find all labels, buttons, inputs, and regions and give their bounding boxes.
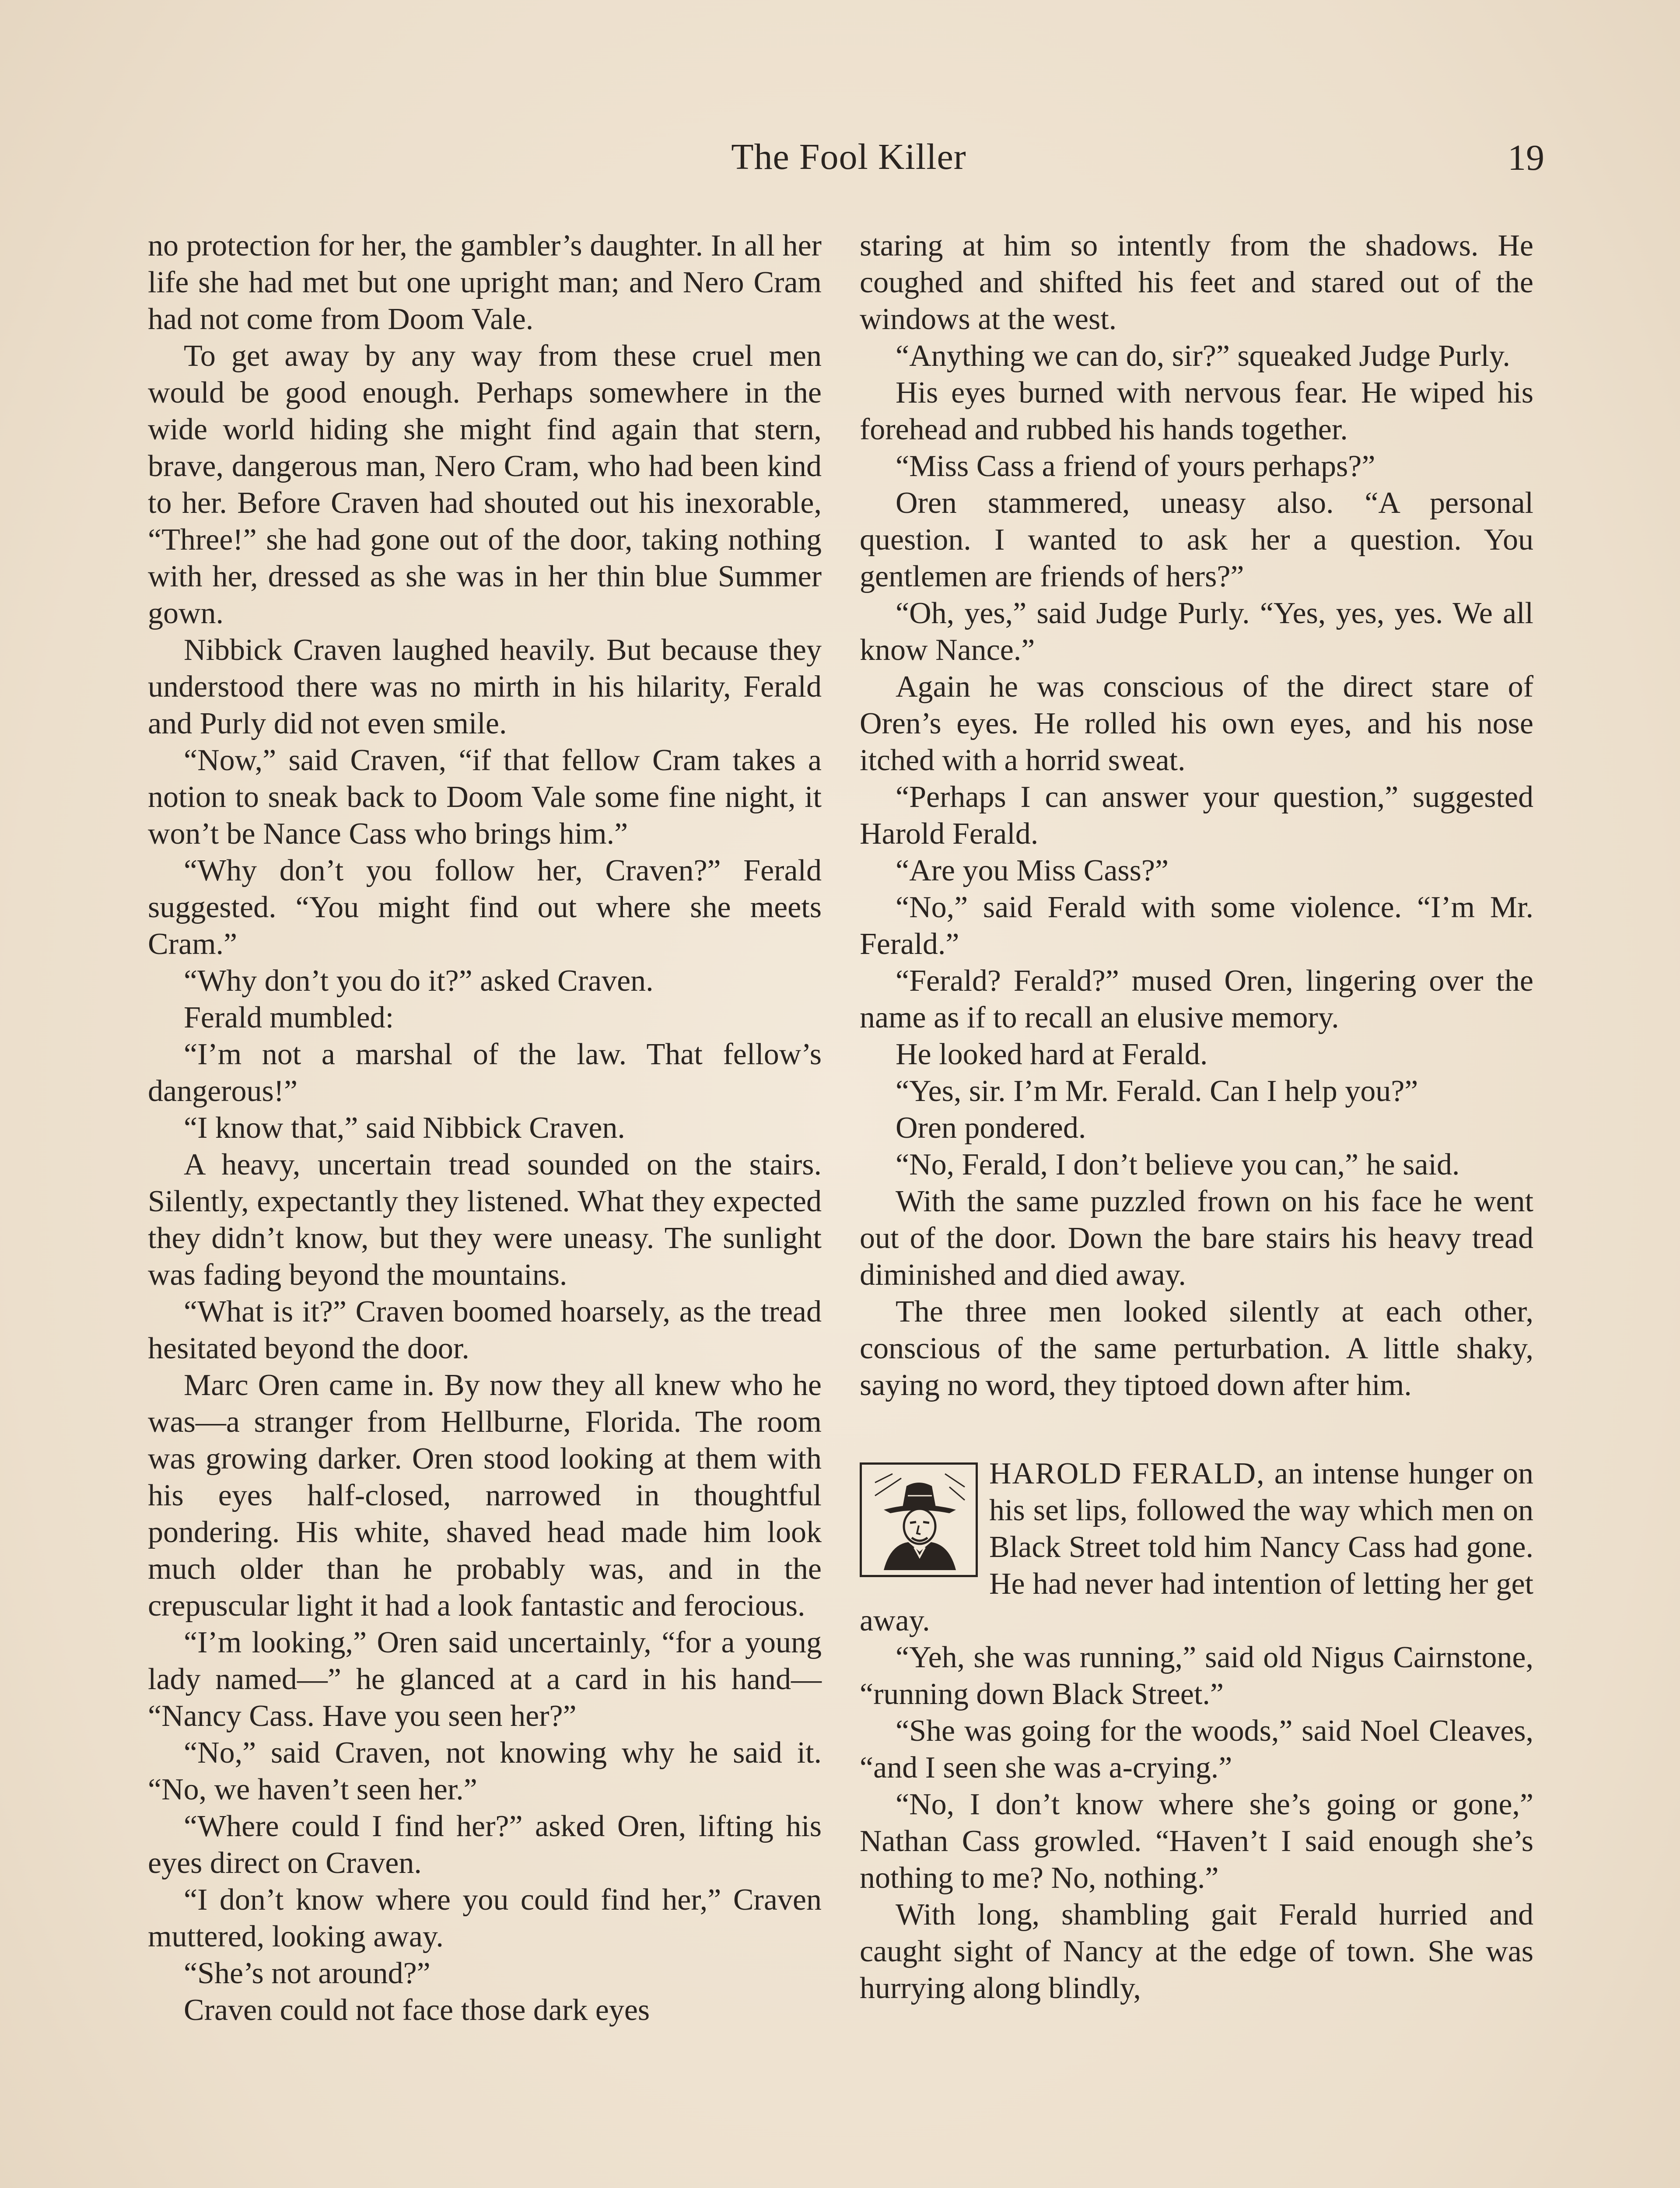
paragraph: “Ferald? Ferald?” mused Oren, lingering over the name as if to recall an elusive memory. bbox=[860, 964, 1533, 1034]
paragraph: Marc Oren came in. By now they all knew who he was—a stranger from Hellburne, Florida. The room was growing darker. Oren stood looking at them with his eyes half-closed, narrowed in thoughtful pondering. His white, shaved head made him look much older than he probably was, and in the crepuscular light it had a look fantastic and ferocious. bbox=[148, 1368, 822, 1623]
paragraph: “Where could I find her?” asked Oren, lifting his eyes direct on Craven. bbox=[148, 1809, 822, 1880]
paragraph: Oren pondered. bbox=[896, 1111, 1086, 1145]
new-section bbox=[860, 1455, 1533, 2007]
paragraph: The three men looked silently at each other, conscious of the same perturbation. A little shaky, saying no word, they tiptoed down after him. bbox=[860, 1295, 1533, 1402]
paragraph: “I know that,” said Nibbick Craven. bbox=[184, 1111, 625, 1145]
section-lead-words: HAROLD FERALD, bbox=[989, 1457, 1265, 1490]
paragraph: His eyes burned with nervous fear. He wiped his forehead and rubbed his hands together. bbox=[860, 376, 1533, 446]
running-title: The Fool Killer bbox=[731, 137, 966, 177]
paragraph: With long, shambling gait Ferald hurried and caught sight of Nancy at the edge of town. She was hurrying along blindly, bbox=[860, 1898, 1533, 2005]
paragraph: “Miss Cass a friend of yours perhaps?” bbox=[896, 449, 1376, 483]
paragraph: “Why don’t you do it?” asked Craven. bbox=[184, 964, 654, 998]
paragraph: no protection for her, the gambler’s daughter. In all her life she had met but one upright man; and Nero Cram had not come from Doom Vale. bbox=[148, 229, 822, 336]
paragraph: “She was going for the woods,” said Noel Cleaves, “and I seen she was a-crying.” bbox=[860, 1714, 1533, 1785]
paragraph: “Yes, sir. I’m Mr. Ferald. Can I help you?” bbox=[896, 1074, 1418, 1108]
paragraph: With the same puzzled frown on his face he went out of the door. Down the bare stairs his heavy tread diminished and died away. bbox=[860, 1185, 1533, 1292]
cowboy-portrait-illustration bbox=[866, 1469, 971, 1570]
paragraph: “Yeh, she was running,” said old Nigus Cairnstone, “running down Black Street.” bbox=[860, 1641, 1533, 1711]
section-paragraphs bbox=[860, 1639, 1533, 2007]
right-column bbox=[860, 228, 1533, 2007]
section-opening-text: an intense hunger on his set lips, followed the way which men on Black Street told him Nancy Cass had gone. He had never had intention of letting her get away. bbox=[860, 1457, 1533, 1637]
left-column bbox=[148, 228, 822, 2029]
paragraph: “She’s not around?” bbox=[184, 1957, 430, 1990]
paragraph: “Oh, yes,” said Judge Purly. “Yes, yes, yes. We all know Nance.” bbox=[860, 596, 1533, 667]
paragraph: “Why don’t you follow her, Craven?” Ferald suggested. “You might find out where she meets Cram.” bbox=[148, 854, 822, 961]
paragraph: “I’m looking,” Oren said uncertainly, “for a young lady named—” he glanced at a card in his hand— “Nancy Cass. Have you seen her?” bbox=[148, 1626, 822, 1733]
paragraph: “Now,” said Craven, “if that fellow Cram takes a notion to sneak back to Doom Vale some fine night, it won’t be Nance Cass who brings him.” bbox=[148, 743, 822, 851]
paragraph: “No,” said Ferald with some violence. “I’m Mr. Ferald.” bbox=[860, 891, 1533, 961]
paragraph: “Anything we can do, sir?” squeaked Judge Purly. bbox=[896, 339, 1510, 373]
paragraph: He looked hard at Ferald. bbox=[896, 1038, 1208, 1071]
paragraph: “Perhaps I can answer your question,” suggested Harold Ferald. bbox=[860, 780, 1533, 851]
running-header bbox=[149, 127, 1549, 188]
paragraph: “No,” said Craven, not knowing why he said it. “No, we haven’t seen her.” bbox=[148, 1736, 822, 1806]
paragraph: Nibbick Craven laughed heavily. But because they understood there was no mirth in his hilarity, Ferald and Purly did not even smile. bbox=[148, 633, 822, 740]
paragraph: “I don’t know where you could find her,” Craven muttered, looking away. bbox=[148, 1883, 822, 1953]
paragraph: “No, Ferald, I don’t believe you can,” he said. bbox=[896, 1148, 1460, 1182]
paragraph: Again he was conscious of the direct stare of Oren’s eyes. He rolled his own eyes, and his nose itched with a horrid sweat. bbox=[860, 670, 1533, 777]
paragraph: “I’m not a marshal of the law. That fellow’s dangerous!” bbox=[148, 1038, 822, 1108]
right-column-paragraphs bbox=[860, 228, 1533, 1404]
paragraph: “Are you Miss Cass?” bbox=[896, 854, 1169, 887]
paragraph: “What is it?” Craven boomed hoarsely, as the tread hesitated beyond the door. bbox=[148, 1295, 822, 1365]
paragraph: Oren stammered, uneasy also. “A personal question. I wanted to ask her a question. You gentlemen are friends of hers?” bbox=[860, 486, 1533, 593]
paragraph: Craven could not face those dark eyes bbox=[184, 1993, 650, 2027]
paragraph: To get away by any way from these cruel men would be good enough. Perhaps somewhere in the wide world hiding she might find again that stern, brave, dangerous man, Nero Cram, who had been kind to her. Before Craven had shouted out his inexorable, “Three!” she had gone out of the door, taking nothing with her, dressed as she was in her thin blue Summer gown. bbox=[148, 339, 822, 630]
paragraph: Ferald mumbled: bbox=[184, 1001, 394, 1034]
page-number: 19 bbox=[1508, 137, 1544, 178]
paragraph: A heavy, uncertain tread sounded on the stairs. Silently, expectantly they listened. What they expected they didn’t know, but they were uneasy. The sunlight was fading beyond the mountains. bbox=[148, 1148, 822, 1292]
paragraph: “No, I don’t know where she’s going or gone,” Nathan Cass growled. “Haven’t I said enough she’s nothing to me? No, nothing.” bbox=[860, 1788, 1533, 1895]
paragraph: staring at him so intently from the shadows. He coughed and shifted his feet and stared out of the windows at the west. bbox=[860, 229, 1533, 336]
cowboy-portrait-icon bbox=[860, 1462, 978, 1577]
